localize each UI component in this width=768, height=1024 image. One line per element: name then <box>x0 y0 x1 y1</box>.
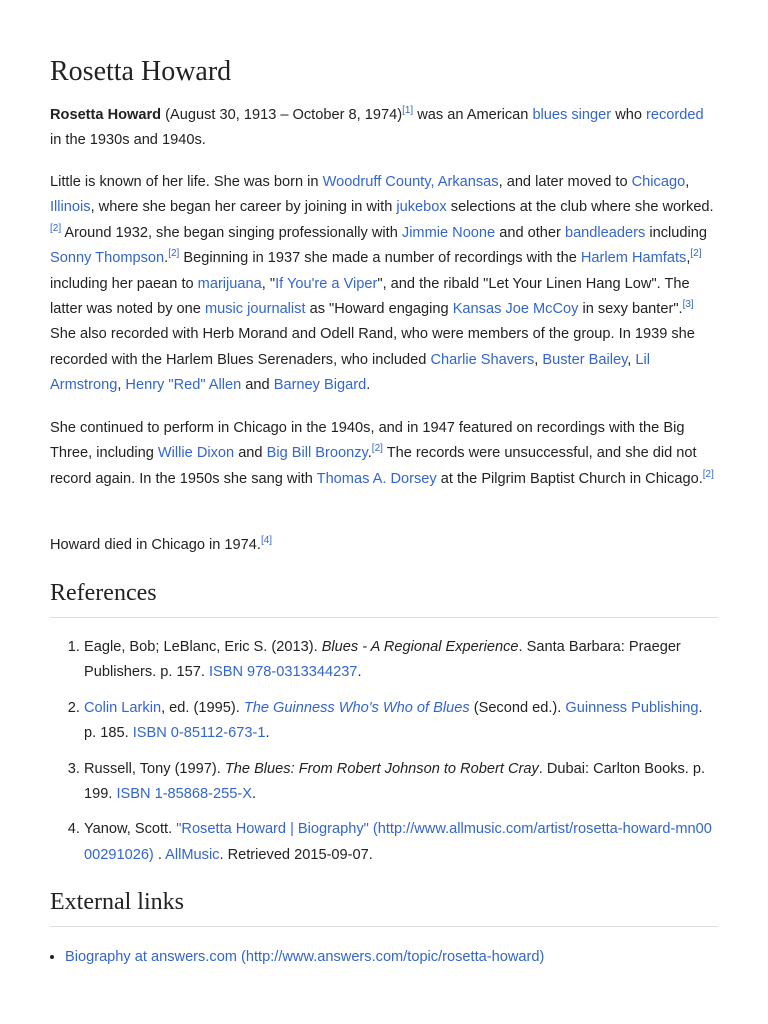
external-link-item <box>65 945 718 970</box>
later-career-paragraph: She continued to perform in Chicago in the 1940s, and in 1947 featured on recordings with the Big Three, including Willie Dixon and Big Bill Broonzy.[2] The records were unsuccessful, and she did not record again. In the 1950s she sang with Thomas A. Dorsey at the Pilgrim Baptist Church in Chicago.[2] <box>50 420 714 487</box>
ref-link-2[interactable]: [2] <box>168 248 180 260</box>
link-colin-larkin[interactable]: Colin Larkin <box>84 699 162 716</box>
subject-name: Rosetta Howard <box>50 107 162 123</box>
link-henry-red-allen[interactable]: Henry "Red" Allen <box>125 377 242 394</box>
isbn-link[interactable]: ISBN 978-0313344237 <box>208 664 358 681</box>
reference-item: 3. Russell, Tony (1997). The Blues: From Robert Johnson to Robert Cray. Dubai: Carlton Books. p. 199. ISBN 1-85868-255-X. <box>84 757 718 808</box>
link-illinois[interactable]: Illinois <box>50 199 91 216</box>
death-paragraph: Howard died in Chicago in 1974.[4] <box>50 535 273 553</box>
ref-link-2[interactable]: [2] <box>690 248 702 260</box>
ref-link-2[interactable]: [2] <box>371 443 383 455</box>
page-title: Rosetta Howard <box>50 56 232 87</box>
link-marijuana[interactable]: marijuana <box>197 275 262 292</box>
isbn-link[interactable]: ISBN 0-85112-673-1 <box>132 725 266 742</box>
link-bandleaders[interactable]: bandleaders <box>564 224 646 241</box>
ref-link-2[interactable]: [2] <box>702 468 714 480</box>
link-thomas-a-dorsey[interactable]: Thomas A. Dorsey <box>316 470 437 487</box>
link-guinness-whos-who[interactable]: The Guinness Who's Who of Blues <box>243 699 470 716</box>
link-charlie-shavers[interactable]: Charlie Shavers <box>430 351 535 368</box>
link-music-journalist[interactable]: music journalist <box>204 301 306 318</box>
ref-link-3[interactable]: [3] <box>682 299 694 311</box>
link-recorded[interactable]: recorded <box>646 107 704 123</box>
link-harlem-hamfats[interactable]: Harlem Hamfats <box>580 250 687 267</box>
references-heading: References <box>50 580 718 618</box>
reference-item: 2. Colin Larkin, ed. (1995). The Guinness Who's Who of Blues (Second ed.). Guinness Publishing. p. 185. ISBN 0-85112-673-1. <box>84 696 718 747</box>
link-jimmie-noone[interactable]: Jimmie Noone <box>401 224 496 241</box>
link-allmusic-biography[interactable]: "Rosetta Howard | Biography" (http://www.allmusic.com/artist/rosetta-howard-mn0000291026) <box>84 821 712 863</box>
ref-link-4[interactable]: [4] <box>260 535 273 547</box>
biography-paragraph: Little is known of her life. She was born in Woodruff County, Arkansas, and later moved to Chicago, Illinois, where she began her career by joining in with jukebox selections at the club where she worked.[2] Around 1932, she began singing professionally with Jimmie Noone and other bandleaders including Sonny Thompson.[2] Beginning in 1937 she made a number of recordings with the Harlem Hamfats,[2] including her paean to marijuana, "If You're a Viper", and the ribald "Let Your Linen Hang Low". The latter was noted by one music journalist as "Howard engaging Kansas Joe McCoy in sexy banter".[3] She also recorded with Herb Morand and Odell Rand, who were members of the group. In 1939 she recorded with the Harlem Blues Serenaders, who included Charlie Shavers, Buster Bailey, Lil Armstrong, Henry "Red" Allen and Barney Bigard. <box>50 174 714 394</box>
reference-item: 4. Yanow, Scott. "Rosetta Howard | Biography" (http://www.allmusic.com/artist/rosetta-howard-mn0000291026) . AllMusic. Retrieved 2015-09-07. <box>84 817 718 868</box>
reference-item: 1. Eagle, Bob; LeBlanc, Eric S. (2013). Blues - A Regional Experience. Santa Barbara: Praeger Publishers. p. 157. ISBN 978-0313344237. <box>84 635 718 686</box>
link-barney-bigard[interactable]: Barney Bigard <box>273 377 367 394</box>
link-buster-bailey[interactable]: Buster Bailey <box>542 351 628 368</box>
ref-link-2[interactable]: [2] <box>50 222 62 234</box>
link-answers-biography[interactable]: Biography at answers.com (http://www.answers.com/topic/rosetta-howard) <box>65 949 545 965</box>
isbn-link[interactable]: ISBN 1-85868-255-X <box>116 786 252 803</box>
link-jukebox[interactable]: jukebox <box>396 199 447 216</box>
link-woodruff-county[interactable]: Woodruff County, Arkansas <box>322 174 499 190</box>
ref-link-1[interactable]: [1] <box>402 105 414 117</box>
link-guinness-publishing[interactable]: Guinness Publishing <box>565 699 699 716</box>
intro-paragraph: Rosetta Howard (August 30, 1913 – October 8, 1974)[1] was an American blues singer who recorded in the 1930s and 1940s. <box>50 105 704 149</box>
link-big-bill-broonzy[interactable]: Big Bill Broonzy <box>266 445 368 462</box>
link-sonny-thompson[interactable]: Sonny Thompson <box>50 250 165 267</box>
references-list <box>50 635 718 878</box>
external-links-list <box>50 945 718 970</box>
link-lil-armstrong[interactable]: Lil Armstrong <box>50 351 651 394</box>
link-kansas-joe-mccoy[interactable]: Kansas Joe McCoy <box>452 301 579 318</box>
external-links-heading: External links <box>50 889 718 927</box>
link-willie-dixon[interactable]: Willie Dixon <box>157 445 235 462</box>
link-allmusic[interactable]: AllMusic <box>165 846 220 863</box>
link-blues-singer[interactable]: blues singer <box>532 107 612 123</box>
link-if-youre-a-viper[interactable]: If You're a Viper <box>275 275 378 292</box>
link-chicago[interactable]: Chicago <box>631 174 686 190</box>
